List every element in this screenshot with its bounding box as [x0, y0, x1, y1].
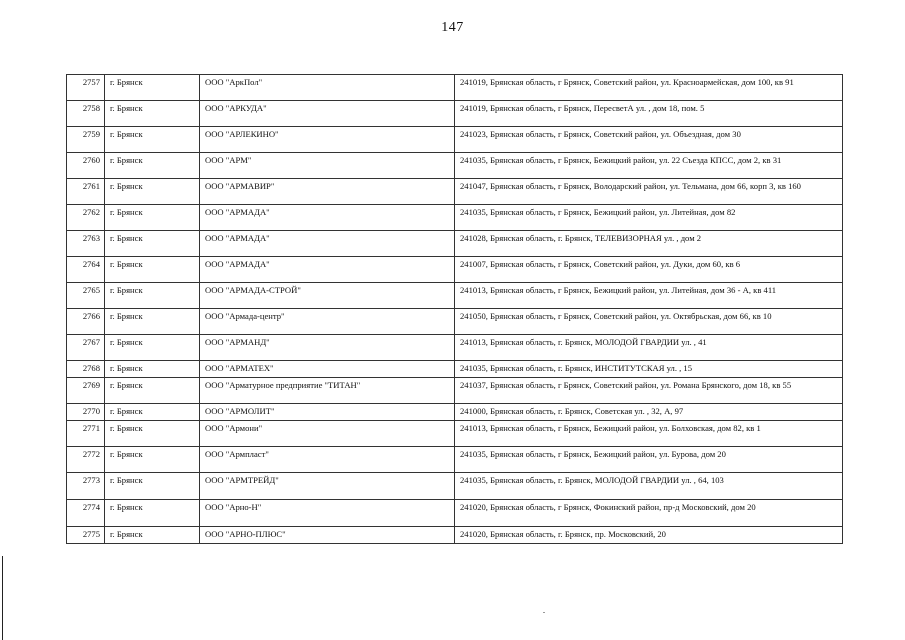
row-organization: ООО "АРМ" — [200, 153, 455, 179]
row-number: 2757 — [67, 75, 105, 101]
row-number: 2771 — [67, 421, 105, 447]
table-row — [67, 153, 843, 179]
row-city: г. Брянск — [105, 231, 200, 257]
table-row — [67, 309, 843, 335]
row-number: 2760 — [67, 153, 105, 179]
table-row — [67, 127, 843, 153]
row-city: г. Брянск — [105, 421, 200, 447]
row-city: г. Брянск — [105, 153, 200, 179]
row-address: 241013, Брянская область, г Брянск, Бежицкий район, ул. Болховская, дом 82, кв 1 — [455, 421, 843, 447]
row-organization: ООО "Армада-центр" — [200, 309, 455, 335]
row-organization: ООО "АРКУДА" — [200, 101, 455, 127]
row-organization: ООО "Армпласт" — [200, 447, 455, 473]
row-number: 2762 — [67, 205, 105, 231]
row-city: г. Брянск — [105, 473, 200, 500]
row-address: 241047, Брянская область, г Брянск, Володарский район, ул. Тельмана, дом 66, корп 3, кв 160 — [455, 179, 843, 205]
row-organization: ООО "АРМАДА" — [200, 205, 455, 231]
row-organization: ООО "АРМАДА-СТРОЙ" — [200, 283, 455, 309]
row-organization: ООО "АРМАТЕХ" — [200, 361, 455, 378]
row-number: 2759 — [67, 127, 105, 153]
table-row — [67, 205, 843, 231]
row-address: 241035, Брянская область, г Брянск, Бежицкий район, ул. 22 Съезда КПСС, дом 2, кв 31 — [455, 153, 843, 179]
row-city: г. Брянск — [105, 205, 200, 231]
row-city: г. Брянск — [105, 127, 200, 153]
scan-margin-line — [2, 556, 3, 640]
row-number: 2767 — [67, 335, 105, 361]
row-organization: ООО "АРМАДА" — [200, 257, 455, 283]
row-number: 2758 — [67, 101, 105, 127]
row-organization: ООО "Армони" — [200, 421, 455, 447]
row-organization: ООО "АркПол" — [200, 75, 455, 101]
row-number: 2768 — [67, 361, 105, 378]
row-address: 241019, Брянская область, г Брянск, Советский район, ул. Красноармейская, дом 100, кв 91 — [455, 75, 843, 101]
row-city: г. Брянск — [105, 378, 200, 404]
table-row — [67, 283, 843, 309]
row-organization: ООО "АРМТРЕЙД" — [200, 473, 455, 500]
table-row — [67, 101, 843, 127]
row-city: г. Брянск — [105, 500, 200, 527]
row-city: г. Брянск — [105, 527, 200, 544]
row-organization: ООО "АРНО-ПЛЮС" — [200, 527, 455, 544]
row-organization: ООО "АРМОЛИТ" — [200, 404, 455, 421]
row-city: г. Брянск — [105, 361, 200, 378]
row-number: 2764 — [67, 257, 105, 283]
row-organization: ООО "Арматурное предприятие "ТИТАН" — [200, 378, 455, 404]
row-city: г. Брянск — [105, 447, 200, 473]
row-number: 2761 — [67, 179, 105, 205]
row-number: 2765 — [67, 283, 105, 309]
row-city: г. Брянск — [105, 257, 200, 283]
row-address: 241013, Брянская область, г Брянск, Бежицкий район, ул. Литейная, дом 36 - А, кв 411 — [455, 283, 843, 309]
row-city: г. Брянск — [105, 404, 200, 421]
page-number: 147 — [441, 20, 464, 35]
table-row — [67, 500, 843, 527]
registry-table — [66, 74, 843, 544]
row-address: 241050, Брянская область, г Брянск, Советский район, ул. Октябрьская, дом 66, кв 10 — [455, 309, 843, 335]
row-number: 2763 — [67, 231, 105, 257]
row-address: 241020, Брянская область, г. Брянск, пр. Московский, 20 — [455, 527, 843, 544]
scan-speck — [543, 612, 545, 613]
table-row — [67, 447, 843, 473]
table-row — [67, 361, 843, 378]
table-row — [67, 473, 843, 500]
row-number: 2770 — [67, 404, 105, 421]
row-address: 241013, Брянская область, г. Брянск, МОЛОДОЙ ГВАРДИИ ул. , 41 — [455, 335, 843, 361]
table-row — [67, 404, 843, 421]
row-address: 241000, Брянская область, г. Брянск, Советская ул. , 32, А, 97 — [455, 404, 843, 421]
row-address: 241020, Брянская область, г Брянск, Фокинский район, пр-д Московский, дом 20 — [455, 500, 843, 527]
row-organization: ООО "АРМАВИР" — [200, 179, 455, 205]
table-row — [67, 378, 843, 404]
row-organization: ООО "АРМАНД" — [200, 335, 455, 361]
row-number: 2766 — [67, 309, 105, 335]
row-address: 241019, Брянская область, г Брянск, ПересветА ул. , дом 18, пом. 5 — [455, 101, 843, 127]
row-number: 2772 — [67, 447, 105, 473]
table-row — [67, 335, 843, 361]
row-address: 241037, Брянская область, г Брянск, Советский район, ул. Романа Брянского, дом 18, кв 55 — [455, 378, 843, 404]
row-number: 2769 — [67, 378, 105, 404]
row-city: г. Брянск — [105, 283, 200, 309]
row-address: 241035, Брянская область, г Брянск, Бежицкий район, ул. Литейная, дом 82 — [455, 205, 843, 231]
row-address: 241035, Брянская область, г. Брянск, ИНСТИТУТСКАЯ ул. , 15 — [455, 361, 843, 378]
row-organization: ООО "АРМАДА" — [200, 231, 455, 257]
row-city: г. Брянск — [105, 335, 200, 361]
table-row — [67, 231, 843, 257]
row-address: 241035, Брянская область, г Брянск, Бежицкий район, ул. Бурова, дом 20 — [455, 447, 843, 473]
row-address: 241023, Брянская область, г Брянск, Советский район, ул. Объездная, дом 30 — [455, 127, 843, 153]
row-address: 241007, Брянская область, г Брянск, Советский район, ул. Дуки, дом 60, кв 6 — [455, 257, 843, 283]
table-row — [67, 75, 843, 101]
row-number: 2773 — [67, 473, 105, 500]
row-city: г. Брянск — [105, 101, 200, 127]
table-row — [67, 421, 843, 447]
row-address: 241035, Брянская область, г. Брянск, МОЛОДОЙ ГВАРДИИ ул. , 64, 103 — [455, 473, 843, 500]
row-address: 241028, Брянская область, г. Брянск, ТЕЛЕВИЗОРНАЯ ул. , дом 2 — [455, 231, 843, 257]
table-row — [67, 527, 843, 544]
table-row — [67, 179, 843, 205]
row-city: г. Брянск — [105, 309, 200, 335]
row-number: 2774 — [67, 500, 105, 527]
row-city: г. Брянск — [105, 179, 200, 205]
row-organization: ООО "Арно-Н" — [200, 500, 455, 527]
row-organization: ООО "АРЛЕКИНО" — [200, 127, 455, 153]
row-number: 2775 — [67, 527, 105, 544]
row-city: г. Брянск — [105, 75, 200, 101]
table-row — [67, 257, 843, 283]
